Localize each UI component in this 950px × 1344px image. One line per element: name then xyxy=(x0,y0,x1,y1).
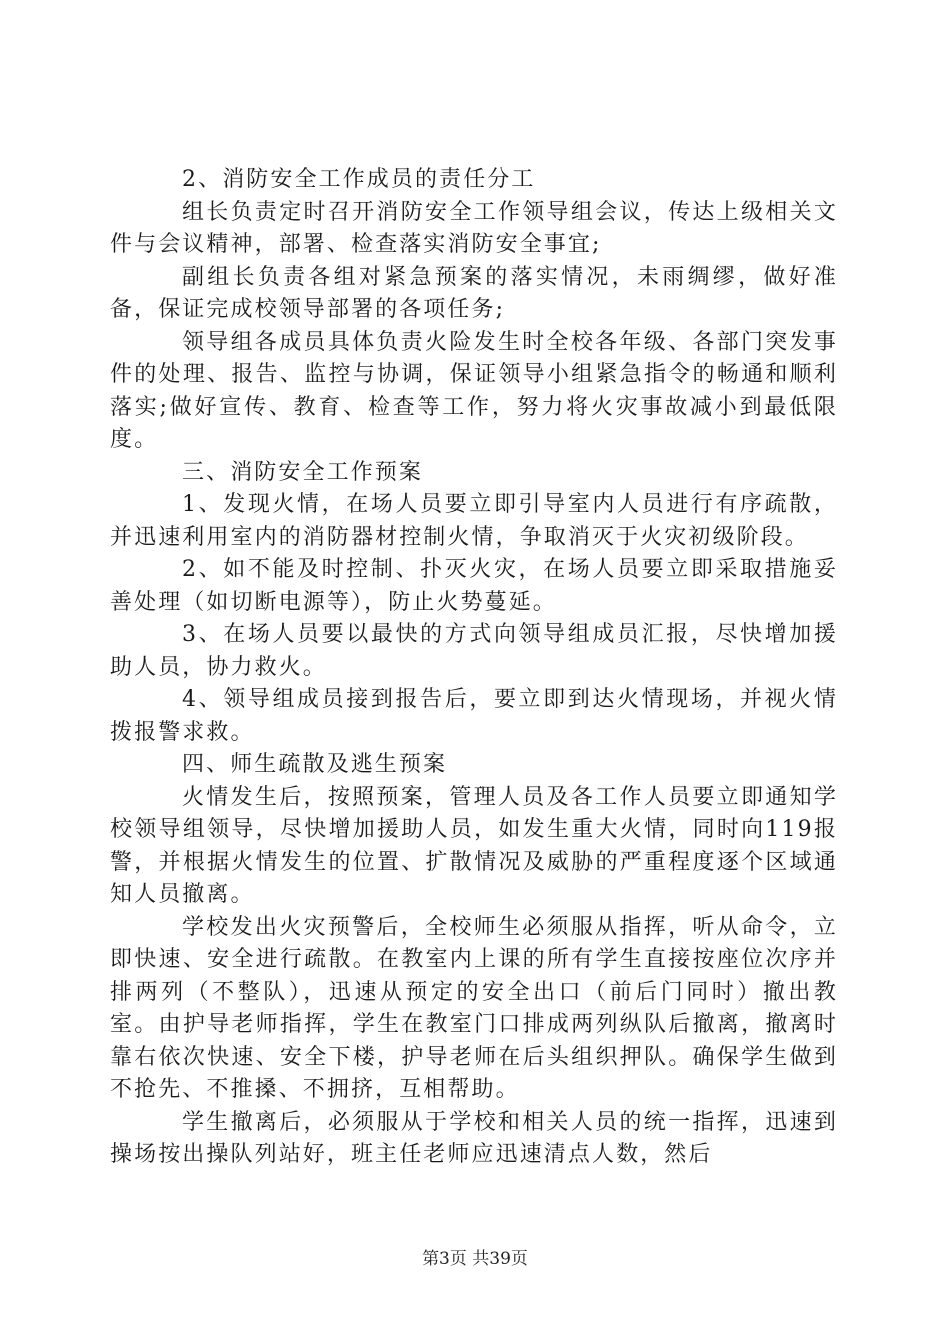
section-heading: 四、师生疏散及逃生预案 xyxy=(182,752,448,777)
section-subheading: 2、消防安全工作成员的责任分工 xyxy=(182,167,536,192)
paragraph: 1、发现火情，在场人员要立即引导室内人员进行有序疏散，并迅速利用室内的消防器材控制火情，争取消灭于火灾初级阶段。 xyxy=(110,492,838,550)
paragraph: 火情发生后，按照预案，管理人员及各工作人员要立即通知学校领导组领导，尽快增加援助人员，如发生重大火情，同时向119报警，并根据火情发生的位置、扩散情况及威胁的严重程度逐个区域通知人员撤离。 xyxy=(110,784,838,907)
document-body xyxy=(110,164,838,1172)
page-number-footer: 第3页 共39页 xyxy=(422,1249,528,1269)
paragraph: 4、领导组成员接到报告后，要立即到达火情现场，并视火情拨报警求救。 xyxy=(110,687,838,745)
paragraph: 副组长负责各组对紧急预案的落实情况，未雨绸缪，做好准备，保证完成校领导部署的各项任务; xyxy=(110,264,838,322)
paragraph: 学生撤离后，必须服从于学校和相关人员的统一指挥，迅速到操场按出操队列站好，班主任老师应迅速清点人数，然后 xyxy=(110,1109,838,1167)
section-heading: 三、消防安全工作预案 xyxy=(182,459,424,485)
paragraph: 3、在场人员要以最快的方式向领导组成员汇报，尽快增加援助人员，协力救火。 xyxy=(110,622,838,680)
paragraph: 学校发出火灾预警后，全校师生必须服从指挥，听从命令，立即快速、安全进行疏散。在教室内上课的所有学生直接按座位次序并排两列（不整队），迅速从预定的安全出口（前后门同时）撤出教室。由护导老师指挥，学生在教室门口排成两列纵队后撤离，撤离时靠右依次快速、安全下楼，护导老师在后头组织押队。确保学生做到不抢先、不推搡、不拥挤，互相帮助。 xyxy=(110,914,838,1102)
paragraph: 组长负责定时召开消防安全工作领导组会议，传达上级相关文件与会议精神，部署、检查落实消防安全事宜; xyxy=(110,199,838,257)
paragraph: 领导组各成员具体负责火险发生时全校各年级、各部门突发事件的处理、报告、监控与协调，保证领导小组紧急指令的畅通和顺利落实;做好宣传、教育、检查等工作，努力将火灾事故减小到最低限度。 xyxy=(110,329,838,452)
paragraph: 2、如不能及时控制、扑灭火灾，在场人员要立即采取措施妥善处理（如切断电源等），防止火势蔓延。 xyxy=(110,557,838,615)
